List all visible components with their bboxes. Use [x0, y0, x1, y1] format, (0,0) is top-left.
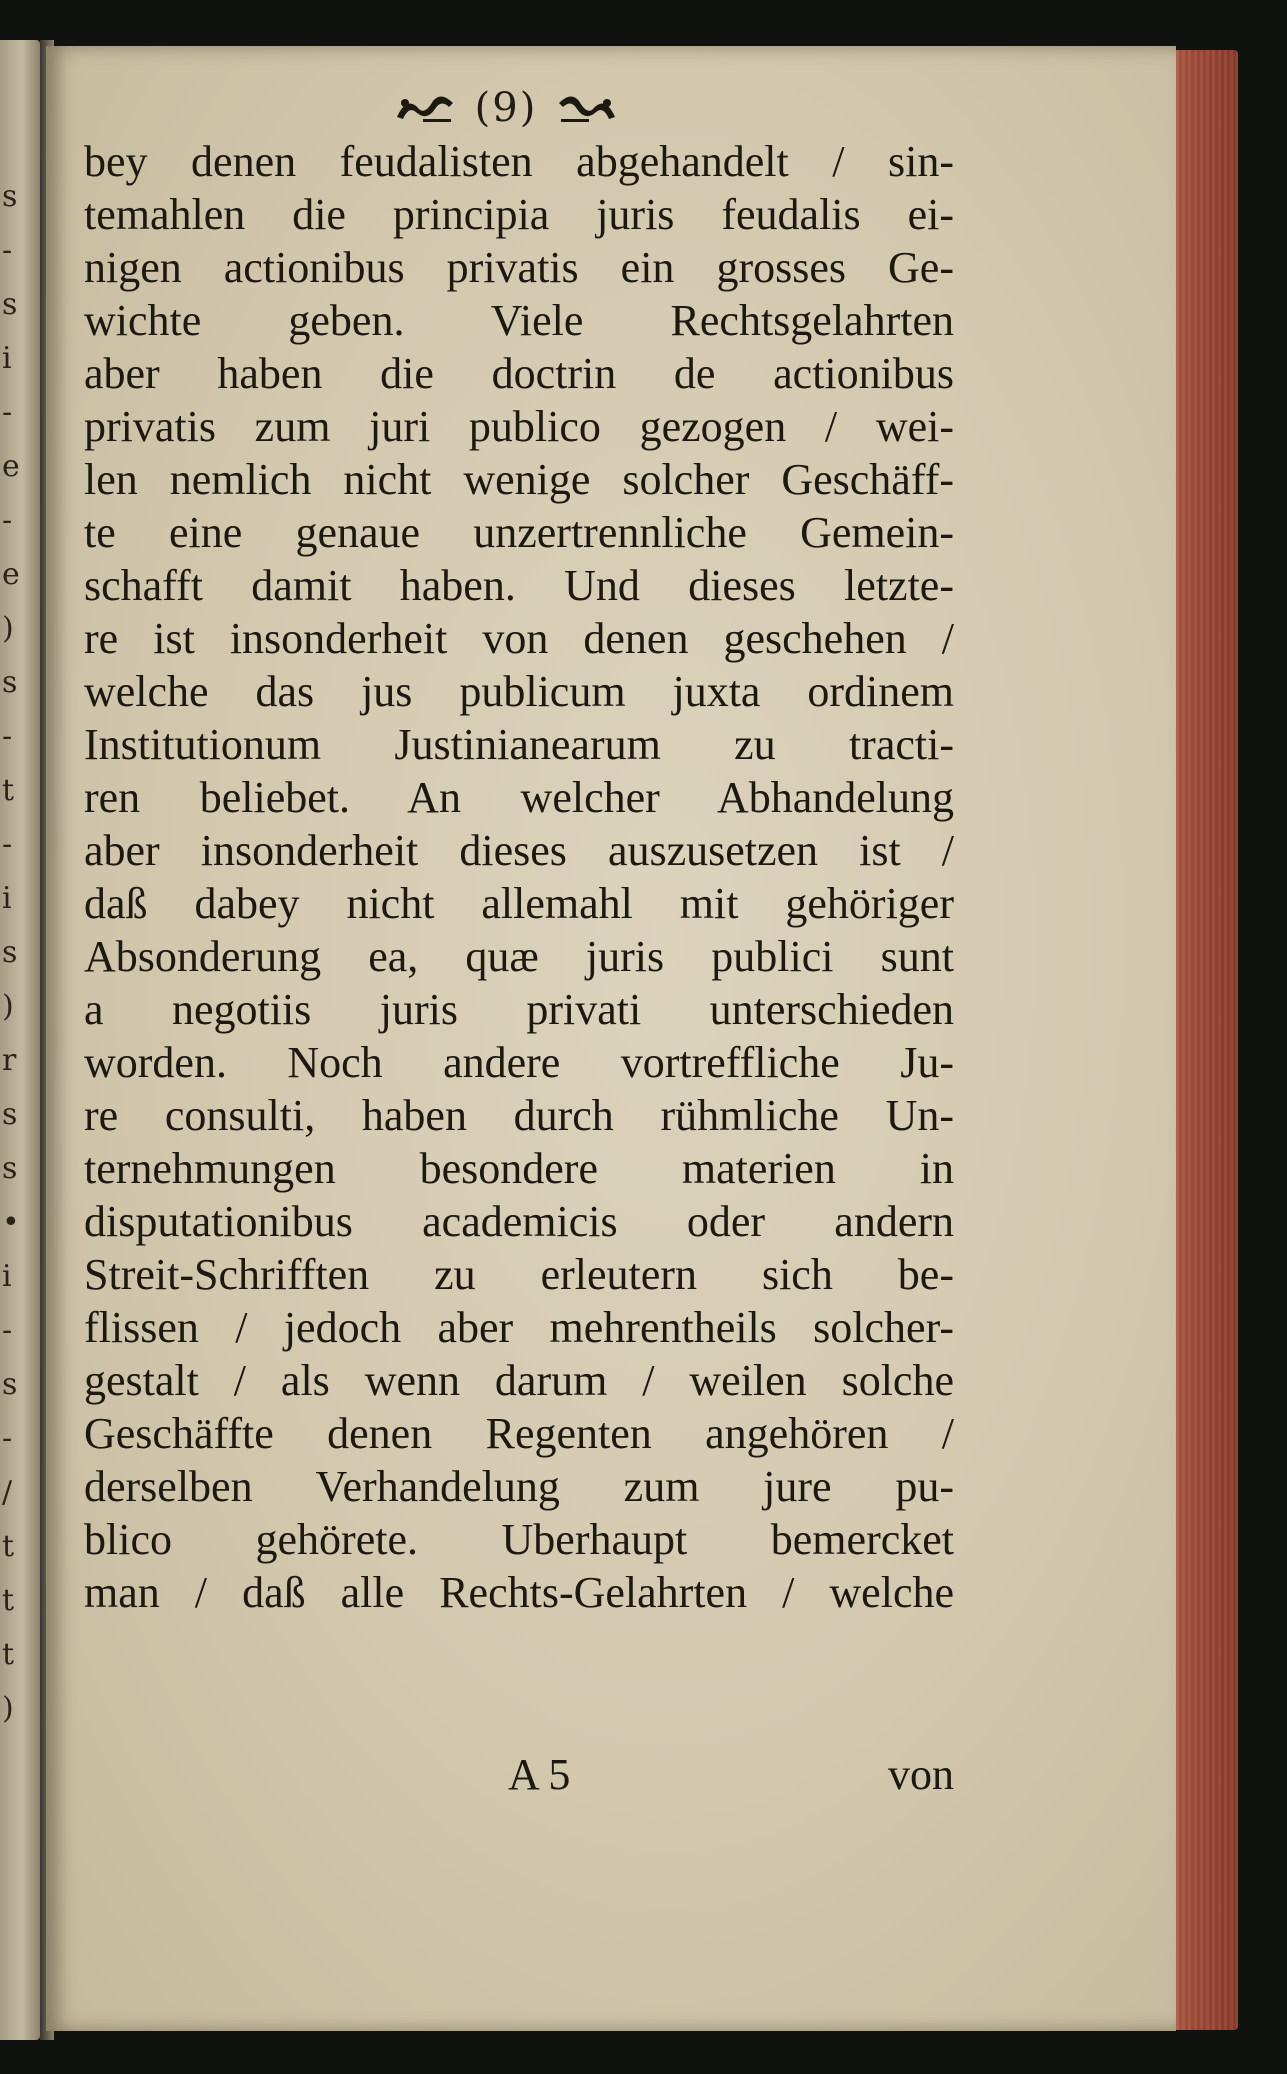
facing-page-letter: e: [2, 557, 20, 592]
text-line: disputationibus academicis oder andern: [84, 1197, 954, 1246]
facing-page-letter: -: [2, 719, 13, 754]
text-line: Geschäffte denen Regenten angehören /: [84, 1409, 954, 1458]
facing-page-letter: e: [2, 449, 20, 484]
text-line: re consulti, haben durch rühmliche Un-: [84, 1091, 954, 1140]
text-line: flissen / jedoch aber mehrentheils solcher-: [84, 1303, 954, 1352]
text-line: derselben Verhandelung zum jure pu-: [84, 1462, 954, 1511]
page-number: (9): [474, 85, 538, 131]
facing-page-edge: [0, 40, 40, 2040]
facing-page-letter: -: [2, 1313, 13, 1348]
page-header: [346, 78, 666, 138]
text-line: man / daß alle Rechts-Gelahrten / welche: [84, 1568, 954, 1617]
text-line: Streit-Schrifften zu erleutern sich be-: [84, 1250, 954, 1299]
page-footer: [84, 1745, 954, 1805]
facing-page-letter: ): [2, 989, 14, 1024]
text-line: te eine genaue unzertrennliche Gemein-: [84, 508, 954, 557]
facing-page-letter: t: [2, 1529, 15, 1564]
text-line: welche das jus publicum juxta ordinem: [84, 667, 954, 716]
text-line: re ist insonderheit von denen geschehen /: [84, 614, 954, 663]
facing-page-letter: -: [2, 503, 13, 538]
text-line: worden. Noch andere vortreffliche Ju-: [84, 1038, 954, 1087]
catchword: von: [888, 1750, 954, 1799]
facing-page-letter: r: [2, 1043, 17, 1078]
text-line: ren beliebet. An welcher Abhandelung: [84, 773, 954, 822]
text-line: daß dabey nicht allemahl mit gehöriger: [84, 879, 954, 928]
text-line: gestalt / als wenn darum / weilen solche: [84, 1356, 954, 1405]
fleuron-ornament-icon: [393, 91, 457, 125]
text-line: blico gehörete. Uberhaupt bemercket: [84, 1515, 954, 1564]
facing-page-letter: i: [2, 1259, 12, 1294]
facing-page-letters: [2, 170, 38, 1736]
text-line: a negotiis juris privati unterschieden: [84, 985, 954, 1034]
text-line: aber insonderheit dieses auszusetzen ist /: [84, 826, 954, 875]
text-line: ternehmungen besondere materien in: [84, 1144, 954, 1193]
facing-page-letter: t: [2, 773, 15, 808]
facing-page-letter: •: [2, 1205, 20, 1240]
facing-page-letter: t: [2, 1637, 15, 1672]
text-line: bey denen feudalisten abgehandelt / sin-: [84, 137, 954, 186]
facing-page-letter: s: [2, 935, 18, 970]
facing-page-letter: -: [2, 827, 13, 862]
facing-page-letter: s: [2, 1367, 18, 1402]
text-line: Absonderung ea, quæ juris publici sunt: [84, 932, 954, 981]
facing-page-letter: s: [2, 179, 18, 214]
facing-page-letter: ): [2, 611, 14, 646]
text-line: len nemlich nicht wenige solcher Geschäff-: [84, 455, 954, 504]
text-line: nigen actionibus privatis ein grosses Ge-: [84, 243, 954, 292]
facing-page-letter: -: [2, 395, 13, 430]
text-line: aber haben die doctrin de actionibus: [84, 349, 954, 398]
text-line: schafft damit haben. Und dieses letzte-: [84, 561, 954, 610]
text-line: wichte geben. Viele Rechtsgelahrten: [84, 296, 954, 345]
text-line: privatis zum juri publico gezogen / wei-: [84, 402, 954, 451]
text-line: Institutionum Justinianearum zu tracti-: [84, 720, 954, 769]
facing-page-letter: i: [2, 341, 12, 376]
fleuron-ornament-icon: [555, 91, 619, 125]
facing-page-letter: s: [2, 1097, 18, 1132]
facing-page-letter: s: [2, 1151, 18, 1186]
facing-page-letter: /: [2, 1475, 13, 1510]
text-line: temahlen die principia juris feudalis ei-: [84, 190, 954, 239]
facing-page-letter: t: [2, 1583, 15, 1618]
facing-page-letter: s: [2, 287, 18, 322]
facing-page-letter: s: [2, 665, 18, 700]
facing-page-letter: i: [2, 881, 12, 916]
facing-page-letter: -: [2, 1421, 13, 1456]
facing-page-letter: -: [2, 233, 13, 268]
facing-page-letter: ): [2, 1691, 14, 1726]
signature-mark: A 5: [508, 1750, 571, 1799]
body-text: [84, 135, 954, 1619]
